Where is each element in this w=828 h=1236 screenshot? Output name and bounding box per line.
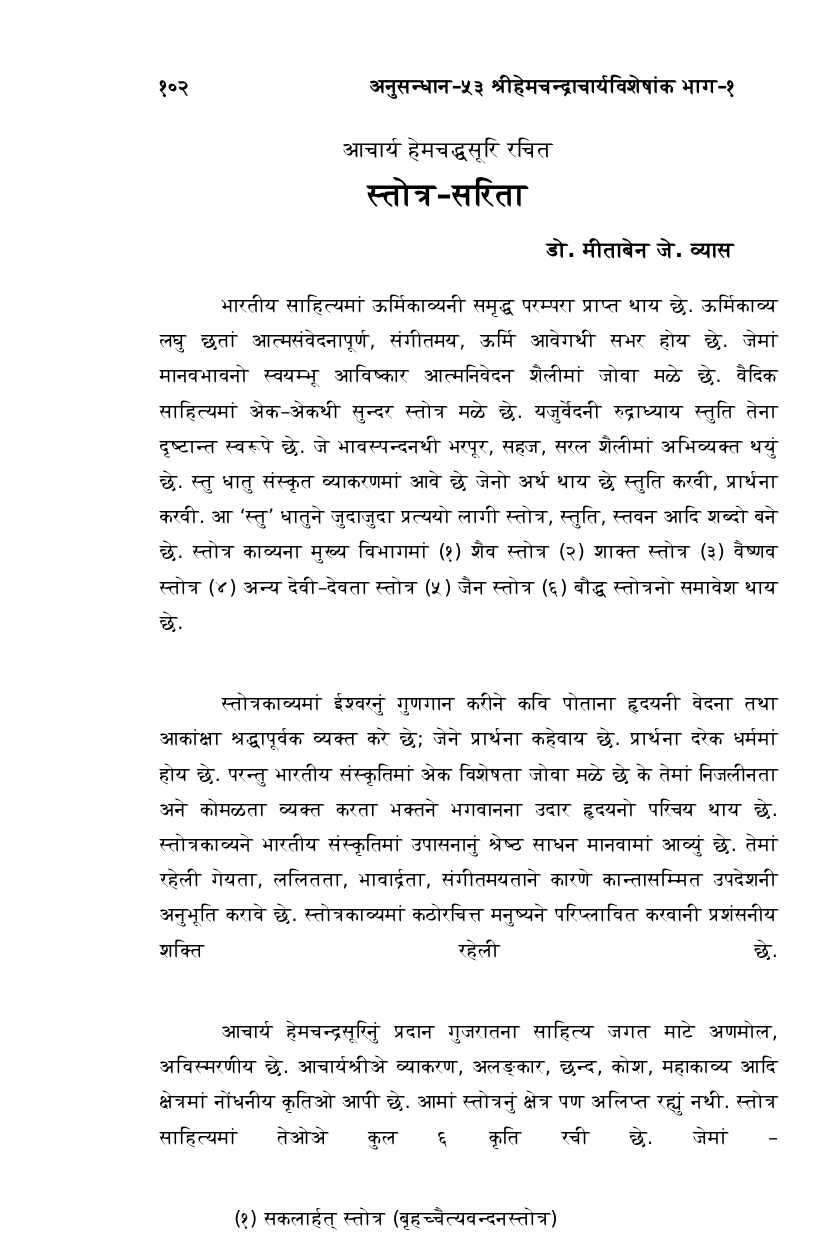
page-number: १०२: [160, 74, 191, 98]
title-kicker: आचार्य हेमचद्धसूरि रचित: [343, 138, 553, 163]
list-item: (१) सकलार्हत् स्तोत्र (बृहच्चैत्यवन्दनस्तोत्र): [234, 1207, 558, 1231]
page-title: स्तोत्र–सरिता: [368, 177, 528, 214]
body-paragraph: भारतीय साहित्यमां ऊर्मिकाव्यनी समृद्ध परम्परा प्राप्त थाय छे. ऊर्मिकाव्य लघु छतां आत्मसंवेदनापूर्ण, संगीतमय, ऊर्मि आवेगथी सभर होय छे. जेमां मानवभावनो स्वयम्भू आविष्कार आत्मनिवेदन शैलीमां जोवा मळे छे. वैदिक साहित्यमां अेक–अेकथी सुन्दर स्तोत्र मळे छे. यजुर्वेदनी रुद्राध्याय स्तुति तेना दृष्टान्त स्वरूपे छे. जे भावस्पन्दनथी भरपूर, सहज, सरल शैलीमां अभिव्यक्त थयुं छे. स्तु धातु संस्कृत व्याकरणमां आवे छे जेनो अर्थ थाय छे स्तुति करवी, प्रार्थना करवी. आ ‘स्तु’ धातुने जुदाजुदा प्रत्ययो लागी स्तोत्र, स्तुति, स्तवन आदि शब्दो बने छे. स्तोत्र काव्यना मुख्य विभागमां (१) शैव स्तोत्र (२) शाक्त स्तोत्र (३) वैष्णव स्तोत्र (४) अन्य देवी–देवता स्तोत्र (५) जैन स्तोत्र (६) बौद्ध स्तोत्रनो समावेश थाय छे.: [160, 294, 778, 634]
running-head: [160, 74, 736, 108]
body-paragraph: आचार्य हेमचन्द्रसूरिनुं प्रदान गुजरातना साहित्य जगत माटे अणमोल, अविस्मरणीय छे. आचार्यश्रीअे व्याकरण, अलङ्कार, छन्द, कोश, महाकाव्य आदि क्षेत्रमां नोंधनीय कृतिओ आपी छे. आमां स्तोत्रनुं क्षेत्र पण अलिप्त रह्युं नथी. स्तोत्र साहित्यमां तेओअे कुल ६ कृति रची छे. जेमां –: [160, 1020, 778, 1149]
running-head-title: अनुसन्धान–५३ श्रीहेमचन्द्राचार्यविशेषांक भाग–१: [370, 74, 736, 98]
title-block: [160, 138, 736, 263]
article-body: [160, 288, 778, 1236]
body-paragraph: स्तोत्रकाव्यमां ईश्वरनुं गुणगान करीने कवि पोताना हृदयनी वेदना तथा आकांक्षा श्रद्धापूर्वक व्यक्त करे छे; जेने प्रार्थना कहेवाय छे. प्रार्थना दरेक धर्ममां होय छे. परन्तु भारतीय संस्कृतिमां अेक विशेषता जोवा मळे छे के तेमां निजलीनता अने कोमळता व्यक्त करता भक्तने भगवानना उदार हृदयनो परिचय थाय छे. स्तोत्रकाव्यने भारतीय संस्कृतिमां उपासनानुं श्रेष्ठ साधन मानवामां आव्युं छे. तेमां रहेली गेयता, ललितता, भावार्द्रता, संगीतमयताने कारणे कान्तासम्मित उपदेशनी अनुभूति करावे छे. स्तोत्रकाव्यमां कठोरचित्त मनुष्यने परिप्लावित करवानी प्रशंसनीय शक्ति रहेली छे.: [160, 692, 778, 962]
author-byline: डो. मीताबेन जे. व्यास: [546, 238, 734, 263]
